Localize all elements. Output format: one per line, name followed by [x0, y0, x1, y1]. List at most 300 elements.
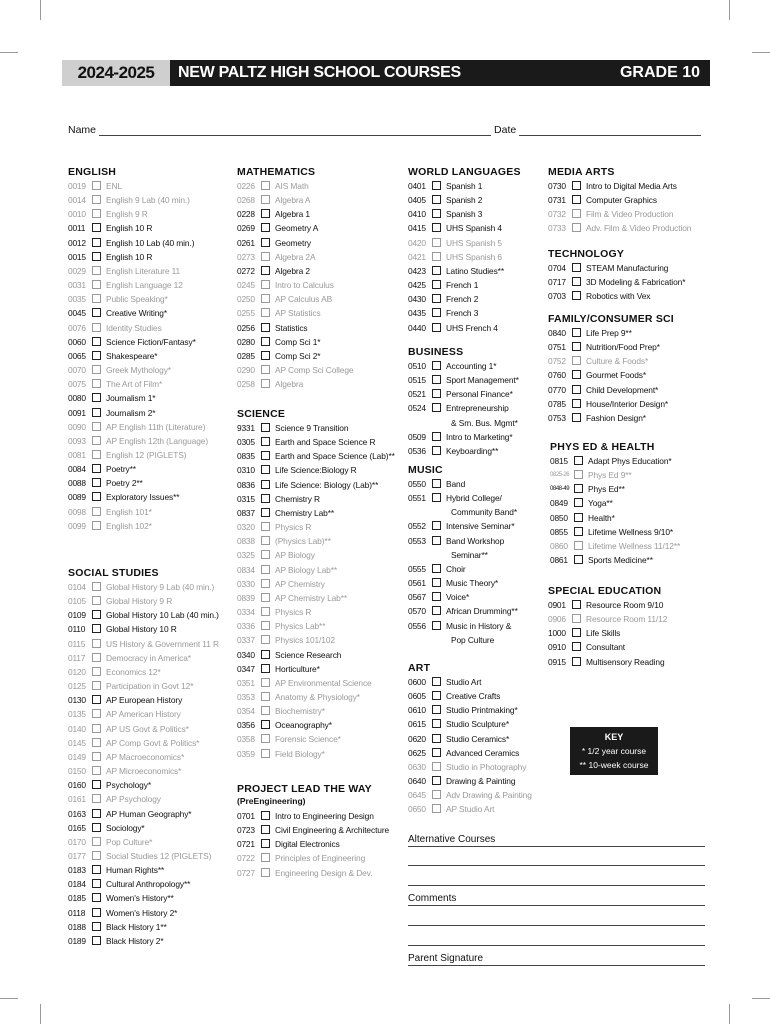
course-checkbox[interactable] — [574, 555, 583, 564]
course-checkbox[interactable] — [572, 342, 581, 351]
course-name-line: English Language 12 — [106, 280, 183, 291]
course-checkbox[interactable] — [92, 780, 101, 789]
course-checkbox[interactable] — [92, 478, 101, 487]
course-checkbox[interactable] — [432, 578, 441, 587]
course-checkbox[interactable] — [432, 308, 441, 317]
course-name-line: Digital Electronics — [275, 839, 340, 850]
course-row — [68, 420, 208, 434]
course-name-line: Advanced Ceramics — [446, 747, 520, 758]
course-row — [237, 506, 395, 520]
course-code: 0160 — [68, 780, 86, 791]
course-name-line: Forensic Science* — [275, 734, 341, 745]
crop-mark — [40, 1004, 41, 1024]
course-code: 0081 — [68, 449, 86, 460]
course-name — [106, 679, 193, 693]
course-checkbox[interactable] — [572, 614, 581, 623]
course-name — [106, 505, 152, 519]
date-label: Date — [494, 124, 517, 136]
course-checkbox[interactable] — [432, 446, 441, 455]
course-code: 0226 — [237, 181, 255, 191]
course-row — [408, 760, 532, 774]
course-code: 0310 — [237, 465, 255, 476]
course-checkbox[interactable] — [261, 365, 270, 374]
course-row — [550, 468, 680, 482]
course-checkbox[interactable] — [92, 507, 101, 516]
course-checkbox[interactable] — [261, 266, 270, 275]
course-checkbox[interactable] — [92, 695, 101, 704]
course-name — [446, 292, 478, 306]
course-checkbox[interactable] — [261, 536, 270, 545]
course-row — [68, 476, 208, 490]
course-checkbox[interactable] — [432, 361, 441, 370]
course-row — [408, 278, 521, 292]
music-section — [408, 464, 518, 647]
course-checkbox[interactable] — [574, 456, 583, 465]
course-checkbox[interactable] — [92, 393, 101, 402]
course-checkbox[interactable] — [92, 738, 101, 747]
course-checkbox[interactable] — [92, 266, 101, 275]
parent-signature-line[interactable] — [408, 965, 705, 966]
course-code: 0415 — [408, 223, 426, 234]
course-checkbox[interactable] — [432, 621, 441, 630]
course-checkbox[interactable] — [92, 922, 101, 931]
course-checkbox[interactable] — [261, 508, 270, 517]
course-checkbox[interactable] — [261, 650, 270, 659]
course-row — [68, 736, 219, 750]
course-name — [586, 340, 660, 354]
course-name — [106, 707, 181, 721]
course-checkbox[interactable] — [261, 664, 270, 673]
course-checkbox[interactable] — [432, 691, 441, 700]
course-code: 0150 — [68, 766, 86, 777]
course-row — [237, 732, 395, 746]
course-row — [408, 207, 521, 221]
course-checkbox[interactable] — [261, 337, 270, 346]
course-checkbox[interactable] — [92, 653, 101, 662]
course-row — [237, 662, 395, 676]
course-checkbox[interactable] — [432, 493, 441, 502]
course-code: 0550 — [408, 479, 426, 489]
course-name-line: The Art of Film* — [106, 379, 163, 390]
section-heading: PROJECT LEAD THE WAY — [237, 783, 372, 795]
course-checkbox[interactable] — [92, 492, 101, 501]
course-checkbox[interactable] — [261, 593, 270, 602]
course-checkbox[interactable] — [261, 692, 270, 701]
course-name-line: STEAM Manufacturing — [586, 263, 669, 273]
course-checkbox[interactable] — [92, 681, 101, 690]
course-code: 0840 — [548, 328, 566, 338]
course-checkbox[interactable] — [261, 423, 270, 432]
course-row — [408, 717, 532, 731]
course-checkbox[interactable] — [92, 521, 101, 530]
course-checkbox[interactable] — [572, 413, 581, 422]
course-checkbox[interactable] — [92, 837, 101, 846]
course-name — [106, 306, 167, 320]
course-checkbox[interactable] — [432, 748, 441, 757]
course-code: 0163 — [68, 808, 86, 819]
course-checkbox[interactable] — [572, 356, 581, 365]
course-code: 0551 — [408, 493, 426, 504]
course-code: 0105 — [68, 596, 86, 607]
course-checkbox[interactable] — [261, 323, 270, 332]
course-checkbox[interactable] — [261, 853, 270, 862]
course-name — [106, 278, 183, 292]
section-heading: TECHNOLOGY — [548, 248, 625, 260]
course-checkbox[interactable] — [261, 734, 270, 743]
course-name-line: Physics Lab** — [275, 621, 326, 632]
course-code: 0510 — [408, 361, 426, 371]
course-checkbox[interactable] — [261, 811, 270, 820]
course-checkbox[interactable] — [574, 484, 583, 493]
course-name-line: Horticulture* — [275, 663, 320, 674]
course-checkbox[interactable] — [572, 328, 581, 337]
course-checkbox[interactable] — [92, 610, 101, 619]
course-checkbox[interactable] — [572, 628, 581, 637]
alternative-courses-line-3[interactable] — [408, 885, 705, 886]
course-checkbox[interactable] — [92, 365, 101, 374]
course-code: 0010 — [68, 209, 86, 220]
course-row — [68, 920, 219, 934]
course-row — [68, 750, 219, 764]
alternative-courses-line-2[interactable] — [408, 865, 705, 866]
course-code: 0165 — [68, 822, 86, 833]
course-checkbox[interactable] — [572, 657, 581, 666]
course-name-line: English 10 R — [106, 223, 153, 234]
course-checkbox[interactable] — [92, 195, 101, 204]
course-code: 0906 — [548, 614, 566, 625]
course-checkbox[interactable] — [261, 522, 270, 531]
course-code: 0556 — [408, 620, 426, 631]
course-name — [275, 520, 311, 534]
comments-line-1[interactable] — [408, 905, 705, 906]
course-checkbox[interactable] — [92, 624, 101, 633]
course-name-line: Film & Video Production — [586, 209, 674, 220]
course-code: 0019 — [68, 181, 86, 191]
course-checkbox[interactable] — [92, 936, 101, 945]
course-checkbox[interactable] — [572, 263, 581, 272]
course-checkbox[interactable] — [432, 734, 441, 743]
course-checkbox[interactable] — [432, 606, 441, 615]
course-checkbox[interactable] — [92, 752, 101, 761]
course-checkbox[interactable] — [92, 280, 101, 289]
course-checkbox[interactable] — [92, 893, 101, 902]
course-row — [237, 349, 353, 363]
course-checkbox[interactable] — [92, 667, 101, 676]
course-row — [408, 590, 518, 604]
course-name — [446, 675, 481, 689]
course-checkbox[interactable] — [572, 642, 581, 651]
course-checkbox[interactable] — [261, 238, 270, 247]
course-checkbox[interactable] — [432, 195, 441, 204]
course-checkbox[interactable] — [92, 823, 101, 832]
course-name-line: AP Biology — [275, 550, 315, 561]
course-checkbox[interactable] — [572, 223, 581, 232]
course-name — [106, 722, 189, 736]
course-name-line: AP Psychology — [106, 794, 161, 805]
course-checkbox[interactable] — [261, 308, 270, 317]
course-checkbox[interactable] — [92, 337, 101, 346]
course-name — [446, 619, 511, 647]
course-name-line: Seminar** — [451, 549, 488, 560]
course-name-line: English 9 R — [106, 209, 148, 220]
key-title: KEY — [604, 732, 624, 742]
course-code: 0722 — [237, 853, 255, 864]
course-checkbox[interactable] — [261, 607, 270, 616]
course-checkbox[interactable] — [574, 498, 583, 507]
course-name — [446, 802, 494, 816]
course-checkbox[interactable] — [432, 375, 441, 384]
course-checkbox[interactable] — [92, 908, 101, 917]
course-checkbox[interactable] — [261, 209, 270, 218]
course-checkbox[interactable] — [432, 252, 441, 261]
course-checkbox[interactable] — [432, 719, 441, 728]
section-subheading: (PreEngineering) — [237, 796, 306, 806]
course-checkbox[interactable] — [432, 592, 441, 601]
course-row — [408, 788, 532, 802]
course-code: 0120 — [68, 666, 86, 677]
course-checkbox[interactable] — [261, 223, 270, 232]
course-checkbox[interactable] — [261, 579, 270, 588]
course-checkbox[interactable] — [572, 277, 581, 286]
course-checkbox[interactable] — [261, 621, 270, 630]
course-checkbox[interactable] — [432, 536, 441, 545]
course-checkbox[interactable] — [572, 600, 581, 609]
course-name-line: Studio in Photography — [446, 761, 527, 772]
course-checkbox[interactable] — [92, 308, 101, 317]
course-checkbox[interactable] — [92, 809, 101, 818]
course-checkbox[interactable] — [92, 408, 101, 417]
course-checkbox[interactable] — [261, 494, 270, 503]
comments-line-2[interactable] — [408, 925, 705, 926]
section-heading: FAMILY/CONSUMER SCI — [548, 313, 674, 325]
alternative-courses-label: Alternative Courses — [408, 834, 496, 845]
course-checkbox[interactable] — [92, 724, 101, 733]
course-checkbox[interactable] — [261, 465, 270, 474]
course-checkbox[interactable] — [574, 470, 583, 479]
course-checkbox[interactable] — [432, 323, 441, 332]
course-checkbox[interactable] — [92, 450, 101, 459]
course-checkbox[interactable] — [261, 825, 270, 834]
course-checkbox[interactable] — [572, 209, 581, 218]
course-code: 0135 — [68, 709, 86, 720]
course-row — [408, 689, 532, 703]
date-field[interactable] — [519, 125, 701, 136]
course-checkbox[interactable] — [92, 323, 101, 332]
course-checkbox[interactable] — [92, 582, 101, 591]
course-checkbox[interactable] — [432, 776, 441, 785]
course-name-line: AP Biology Lab** — [275, 564, 338, 575]
header-bar — [62, 60, 710, 86]
course-name-line: AP Calculus AB — [275, 294, 333, 305]
course-checkbox[interactable] — [92, 351, 101, 360]
course-checkbox[interactable] — [261, 635, 270, 644]
course-name — [275, 577, 325, 591]
course-checkbox[interactable] — [572, 195, 581, 204]
course-checkbox[interactable] — [432, 564, 441, 573]
course-checkbox[interactable] — [261, 839, 270, 848]
course-name — [586, 626, 620, 640]
section-heading: SOCIAL STUDIES — [68, 567, 159, 579]
course-checkbox[interactable] — [432, 389, 441, 398]
course-row — [408, 306, 521, 320]
course-checkbox[interactable] — [261, 565, 270, 574]
course-checkbox[interactable] — [432, 280, 441, 289]
course-checkbox[interactable] — [92, 794, 101, 803]
course-checkbox[interactable] — [432, 294, 441, 303]
course-name-line: AP Statistics — [275, 308, 321, 319]
course-row — [550, 525, 680, 539]
course-name — [275, 704, 325, 718]
course-code: 0045 — [68, 308, 86, 319]
course-checkbox[interactable] — [432, 705, 441, 714]
course-checkbox[interactable] — [432, 181, 441, 190]
alternative-courses-line-1[interactable] — [408, 846, 705, 847]
course-checkbox[interactable] — [92, 181, 101, 190]
course-checkbox[interactable] — [92, 879, 101, 888]
course-code: 0723 — [237, 825, 255, 836]
course-name-line: Women's History** — [106, 893, 174, 904]
course-name — [106, 792, 161, 806]
course-row — [68, 877, 219, 891]
course-checkbox[interactable] — [432, 521, 441, 530]
course-code: 0084 — [68, 464, 86, 475]
course-checkbox[interactable] — [432, 790, 441, 799]
course-checkbox[interactable] — [574, 513, 583, 522]
course-name-line: French 1 — [446, 280, 479, 291]
course-name-line: Chemistry R — [275, 493, 320, 504]
course-checkbox[interactable] — [92, 422, 101, 431]
course-checkbox[interactable] — [92, 252, 101, 261]
course-checkbox[interactable] — [572, 399, 581, 408]
course-row — [237, 421, 395, 435]
course-checkbox[interactable] — [92, 238, 101, 247]
course-name-line: ENL — [106, 181, 122, 191]
course-checkbox[interactable] — [261, 252, 270, 261]
course-name-line: English 10 Lab (40 min.) — [106, 237, 195, 248]
course-checkbox[interactable] — [92, 464, 101, 473]
course-name-line: Physics R — [275, 522, 312, 533]
course-checkbox[interactable] — [261, 294, 270, 303]
course-checkbox[interactable] — [92, 596, 101, 605]
course-name-line: French 2 — [446, 294, 479, 305]
course-checkbox[interactable] — [261, 868, 270, 877]
course-checkbox[interactable] — [574, 527, 583, 536]
course-checkbox[interactable] — [92, 436, 101, 445]
course-name-line: AP Chemistry Lab** — [275, 592, 348, 603]
course-checkbox[interactable] — [432, 804, 441, 813]
course-checkbox[interactable] — [432, 762, 441, 771]
comments-line-3[interactable] — [408, 945, 705, 946]
course-row — [548, 655, 667, 669]
course-code: 0835 — [237, 451, 255, 462]
course-name — [106, 490, 179, 504]
course-row — [68, 792, 219, 806]
course-checkbox[interactable] — [432, 432, 441, 441]
course-code: 0340 — [237, 649, 255, 660]
course-name — [106, 651, 191, 665]
course-row — [68, 891, 219, 905]
course-checkbox[interactable] — [92, 294, 101, 303]
course-checkbox[interactable] — [572, 370, 581, 379]
course-checkbox[interactable] — [432, 209, 441, 218]
course-checkbox[interactable] — [92, 766, 101, 775]
course-name — [106, 594, 172, 608]
course-name-line: Music in History & — [446, 620, 512, 631]
course-checkbox[interactable] — [261, 678, 270, 687]
course-checkbox[interactable] — [261, 480, 270, 489]
course-checkbox[interactable] — [432, 677, 441, 686]
course-row — [68, 608, 219, 622]
course-checkbox[interactable] — [261, 720, 270, 729]
course-checkbox[interactable] — [432, 238, 441, 247]
course-code: 0261 — [237, 237, 255, 248]
course-name-line: Science Research — [275, 649, 342, 660]
course-code: 0109 — [68, 610, 86, 621]
section-heading: BUSINESS — [408, 346, 464, 358]
course-checkbox[interactable] — [261, 181, 270, 190]
course-name — [588, 539, 680, 553]
course-checkbox[interactable] — [261, 451, 270, 460]
course-name — [446, 306, 478, 320]
course-checkbox[interactable] — [92, 851, 101, 860]
course-row — [550, 553, 680, 567]
course-name — [106, 906, 177, 920]
course-code: 0855 — [550, 526, 568, 537]
course-row — [408, 359, 519, 373]
course-checkbox[interactable] — [261, 550, 270, 559]
course-code: 0536 — [408, 445, 426, 456]
course-checkbox[interactable] — [432, 266, 441, 275]
course-name — [446, 760, 526, 774]
course-name-line: Computer Graphics — [586, 195, 657, 206]
course-name-line: English 102* — [106, 520, 152, 531]
course-checkbox[interactable] — [261, 706, 270, 715]
course-checkbox[interactable] — [92, 865, 101, 874]
course-name — [275, 718, 332, 732]
course-checkbox[interactable] — [572, 291, 581, 300]
course-checkbox[interactable] — [92, 379, 101, 388]
course-row — [68, 292, 208, 306]
course-checkbox[interactable] — [261, 195, 270, 204]
business-section — [408, 346, 519, 458]
course-checkbox[interactable] — [92, 709, 101, 718]
course-code: 0089 — [68, 492, 86, 503]
course-checkbox[interactable] — [92, 223, 101, 232]
course-name-line: House/Interior Design* — [586, 398, 669, 409]
course-checkbox[interactable] — [572, 181, 581, 190]
course-name-line: Pop Culture* — [106, 836, 153, 847]
course-name-line: AP English 12th (Language) — [106, 435, 209, 446]
course-checkbox[interactable] — [92, 209, 101, 218]
course-name-line: Global History 9 Lab (40 min.) — [106, 582, 215, 592]
course-checkbox[interactable] — [261, 351, 270, 360]
course-checkbox[interactable] — [432, 479, 441, 488]
course-checkbox[interactable] — [261, 280, 270, 289]
course-checkbox[interactable] — [261, 749, 270, 758]
course-checkbox[interactable] — [432, 403, 441, 412]
course-checkbox[interactable] — [574, 541, 583, 550]
course-name-line: UHS Spanish 5 — [446, 237, 502, 248]
course-row — [408, 193, 521, 207]
course-checkbox[interactable] — [261, 379, 270, 388]
name-field[interactable] — [99, 125, 491, 136]
course-checkbox[interactable] — [432, 223, 441, 232]
course-checkbox[interactable] — [261, 437, 270, 446]
course-name-line: Geometry A — [275, 223, 319, 234]
course-checkbox[interactable] — [572, 385, 581, 394]
course-checkbox[interactable] — [92, 639, 101, 648]
course-name-line: English 9 Lab (40 min.) — [106, 195, 190, 206]
